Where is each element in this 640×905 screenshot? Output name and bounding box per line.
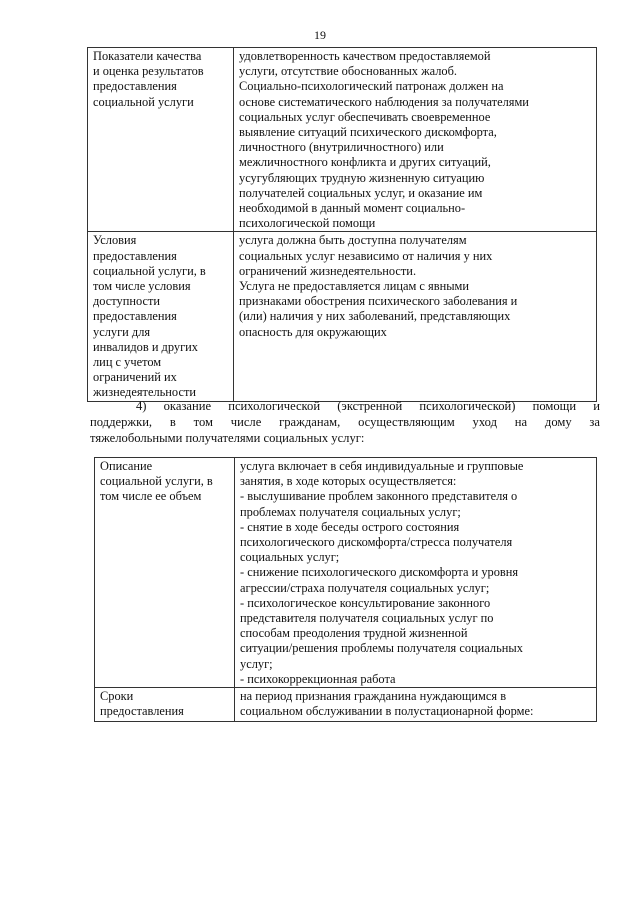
label-line: услуги для <box>93 324 151 339</box>
table-row-accessibility-conditions <box>88 232 597 402</box>
label-line: предоставления <box>93 309 177 324</box>
row-label-cell <box>95 458 235 688</box>
value-line: межличностного конфликта и других ситуаций, <box>239 155 491 170</box>
value-line: - снижение психологического дискомфорта и уровня <box>240 565 519 580</box>
value-line: получателей социальных услуг, и оказание им <box>239 185 483 200</box>
label-line: предоставления <box>93 79 177 94</box>
value-line: необходимой в данный момент социально- <box>239 201 466 216</box>
label-line: предоставления <box>100 704 184 719</box>
service-table-1 <box>87 47 597 402</box>
row-value-cell <box>235 688 597 722</box>
service-table-2 <box>94 457 597 722</box>
value-line: выявление ситуаций психического дискомфорта, <box>239 125 497 140</box>
paragraph-line: поддержки, в том числе гражданам, осуществляющим уход на дому за <box>90 415 600 429</box>
row-value-cell <box>234 48 597 232</box>
value-line: - психологическое консультирование законного <box>240 595 491 610</box>
value-line: представителя получателя социальных услуг по <box>240 611 494 626</box>
value-line: социальных услуг обеспечивать своевременное <box>239 109 491 124</box>
label-line: доступности <box>93 294 161 309</box>
table-row-provision-terms <box>95 688 597 722</box>
value-line: Услуга не предоставляется лицам с явными <box>239 279 469 294</box>
label-line: Условия <box>93 233 137 248</box>
value-line: Социально-психологический патронаж должен на <box>239 79 504 94</box>
label-line: социальной услуги <box>93 94 194 109</box>
label-line: социальной услуги, в <box>93 263 206 278</box>
label-line: предоставления <box>93 248 177 263</box>
label-line: ограничений их <box>93 370 177 385</box>
page-number: 19 <box>314 28 326 42</box>
label-line: социальной услуги, в <box>100 474 213 489</box>
value-line: - снятие в ходе беседы острого состояния <box>240 519 460 534</box>
label-line: инвалидов и других <box>93 339 198 354</box>
row-value-cell <box>235 458 597 688</box>
value-line: на период признания гражданина нуждающимся в <box>240 689 507 704</box>
value-line: опасность для окружающих <box>239 324 387 339</box>
value-line: усугубляющих трудную жизненную ситуацию <box>239 170 485 185</box>
value-line: - выслушивание проблем законного представителя о <box>240 489 518 504</box>
row-label-cell <box>88 48 234 232</box>
value-line: услуга должна быть доступна получателям <box>239 233 467 248</box>
value-line: ограничений жизнедеятельности. <box>239 263 417 278</box>
value-line: удовлетворенность качеством предоставляемой <box>239 49 491 63</box>
table-row-service-description <box>95 458 597 688</box>
value-line: признаками обострения психического заболевания и <box>239 294 518 309</box>
value-line: социальных услуг; <box>240 550 340 565</box>
value-line: личностного (внутриличностного) или <box>239 140 444 155</box>
section-paragraph <box>90 398 600 446</box>
value-line: услуги, отсутствие обоснованных жалоб. <box>239 64 458 79</box>
value-line: основе систематического наблюдения за получателями <box>239 94 529 109</box>
row-value-cell <box>234 232 597 402</box>
row-label-cell <box>88 232 234 402</box>
label-line: Показатели качества <box>93 49 202 63</box>
value-line: проблемах получателя социальных услуг; <box>240 504 461 519</box>
value-line: психологического дискомфорта/стресса получателя <box>240 535 513 550</box>
value-line: услуг; <box>240 656 273 671</box>
label-line: Описание <box>100 459 153 473</box>
paragraph-line: 4) оказание психологической (экстренной психологической) помощи и <box>136 399 600 413</box>
value-line: способам преодоления трудной жизненной <box>240 626 468 641</box>
value-line: ситуации/решения проблемы получателя социальных <box>240 641 523 656</box>
label-line: лиц с учетом <box>93 355 162 370</box>
row-label-cell <box>95 688 235 722</box>
value-line: услуга включает в себя индивидуальные и групповые <box>240 459 524 473</box>
value-line: социальных услуг независимо от наличия у них <box>239 248 493 263</box>
value-line: - психокоррекционная работа <box>240 671 396 686</box>
label-line: том числе условия <box>93 279 191 294</box>
label-line: том числе ее объем <box>100 489 202 504</box>
label-line: Сроки <box>100 689 134 704</box>
label-line: и оценка результатов <box>93 64 204 79</box>
value-line: психологической помощи <box>239 216 376 231</box>
paragraph-line: тяжелобольными получателями социальных услуг: <box>90 431 365 445</box>
value-line: агрессии/страха получателя социальных услуг; <box>240 580 490 595</box>
value-line: занятия, в ходе которых осуществляется: <box>240 474 457 489</box>
value-line: (или) наличия у них заболеваний, представляющих <box>239 309 511 324</box>
label-line: жизнедеятельности <box>93 385 196 400</box>
value-line: социальном обслуживании в полустационарной форме: <box>240 704 534 719</box>
table-row-quality-indicators <box>88 48 597 232</box>
